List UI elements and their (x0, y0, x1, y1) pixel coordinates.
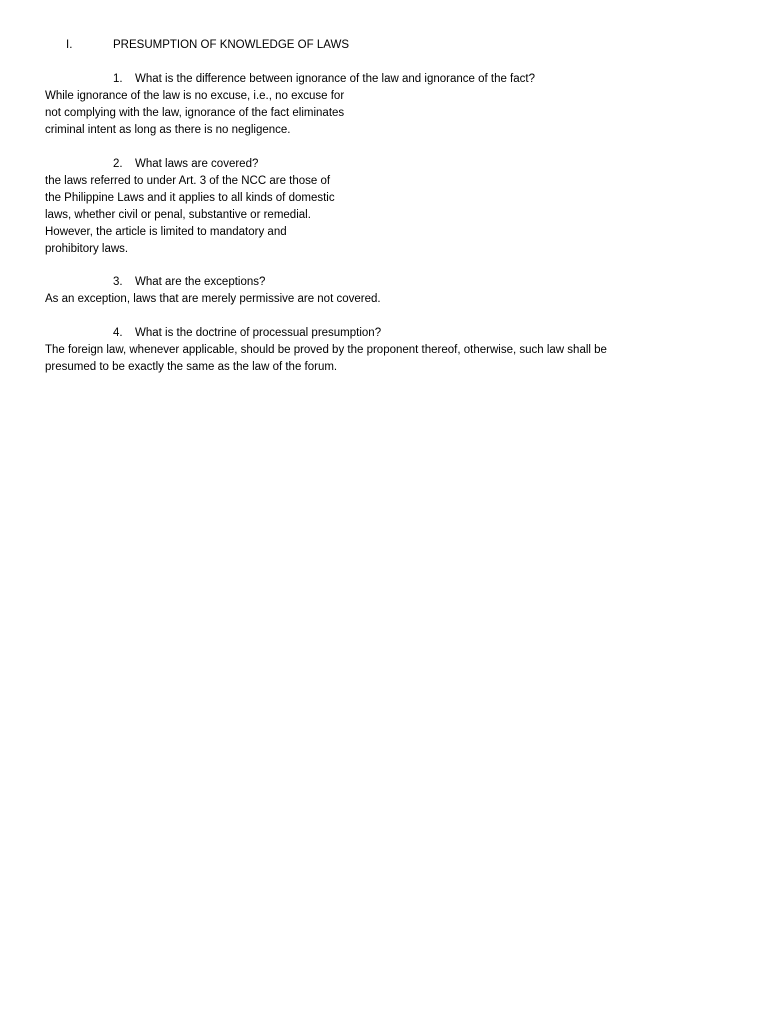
question-number: 4. (113, 327, 123, 339)
answer-line: the laws referred to under Art. 3 of the NCC are those of (45, 175, 331, 187)
question-number: 3. (113, 276, 123, 288)
answer-line: criminal intent as long as there is no negligence. (45, 124, 291, 136)
answer-line: presumed to be exactly the same as the law of the forum. (45, 361, 338, 373)
answer-line: However, the article is limited to mandatory and (45, 226, 287, 238)
question-number: 2. (113, 158, 123, 170)
answer-1 (45, 88, 344, 139)
section-number: I. (66, 39, 73, 51)
answer-4 (45, 342, 607, 376)
answer-line: the Philippine Laws and it applies to all kinds of domestic (45, 192, 335, 204)
answer-line: The foreign law, whenever applicable, should be proved by the proponent thereof, otherwise, such law shall be (45, 344, 607, 356)
answer-3 (45, 291, 381, 308)
answer-line: laws, whether civil or penal, substantive or remedial. (45, 209, 311, 221)
answer-line: prohibitory laws. (45, 243, 129, 255)
question-text: What is the difference between ignorance of the law and ignorance of the fact? (135, 73, 535, 85)
answer-2 (45, 173, 335, 258)
answer-line: not complying with the law, ignorance of the fact eliminates (45, 107, 345, 119)
question-text: What are the exceptions? (135, 276, 266, 288)
question-text: What laws are covered? (135, 158, 259, 170)
question-number: 1. (113, 73, 123, 85)
question-text: What is the doctrine of processual presumption? (135, 327, 382, 339)
answer-line: While ignorance of the law is no excuse, i.e., no excuse for (45, 90, 345, 102)
answer-line: As an exception, laws that are merely permissive are not covered. (45, 293, 381, 305)
section-title: PRESUMPTION OF KNOWLEDGE OF LAWS (113, 39, 349, 51)
